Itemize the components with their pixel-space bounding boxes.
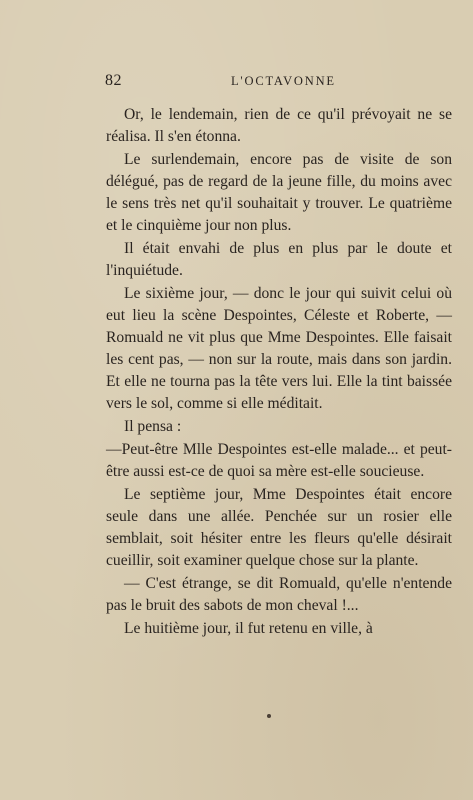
paragraph-7: Le septième jour, Mme Despointes était encore seule dans une allée. Penchée sur un rosier elle semblait, soit hésiter entre les fleurs qu'elle désirait cueillir, soit examiner quelque chose sur la plante. bbox=[106, 486, 452, 569]
ornament-dot bbox=[267, 714, 271, 718]
running-head bbox=[105, 72, 455, 92]
paragraph-5: Il pensa : bbox=[124, 418, 182, 435]
paragraph-6: —Peut-être Mlle Despointes est-elle malade... et peut-être aussi est-ce de quoi sa mère est-elle soucieuse. bbox=[106, 441, 452, 480]
paragraph-8: — C'est étrange, se dit Romuald, qu'elle n'entende pas le bruit des sabots de mon cheval !... bbox=[106, 575, 452, 614]
paragraph-1: Or, le lendemain, rien de ce qu'il prévoyait ne se réalisa. Il s'en étonna. bbox=[106, 106, 452, 145]
book-title: L'OCTAVONNE bbox=[231, 74, 336, 88]
page-number: 82 bbox=[105, 72, 122, 89]
paragraph-2: Le surlendemain, encore pas de visite de son délégué, pas de regard de la jeune fille, du moins avec le sens très net qu'il souhaitait y trouver. Le quatrième et le cinquième jour non plus. bbox=[106, 151, 452, 234]
paragraph-3: Il était envahi de plus en plus par le doute et l'inquiétude. bbox=[106, 240, 452, 279]
paragraph-9: Le huitième jour, il fut retenu en ville, à bbox=[124, 620, 373, 637]
paragraph-4: Le sixième jour, — donc le jour qui suivit celui où eut lieu la scène Despointes, Céleste et Roberte, — Romuald ne vit plus que Mme Despointes. Elle faisait les cent pas, — non sur la route, mais dans son jardin. Et elle ne tourna pas la tête vers lui. Elle la tint baissée vers le sol, comme si elle méditait. bbox=[106, 285, 452, 412]
body-text bbox=[106, 104, 452, 641]
